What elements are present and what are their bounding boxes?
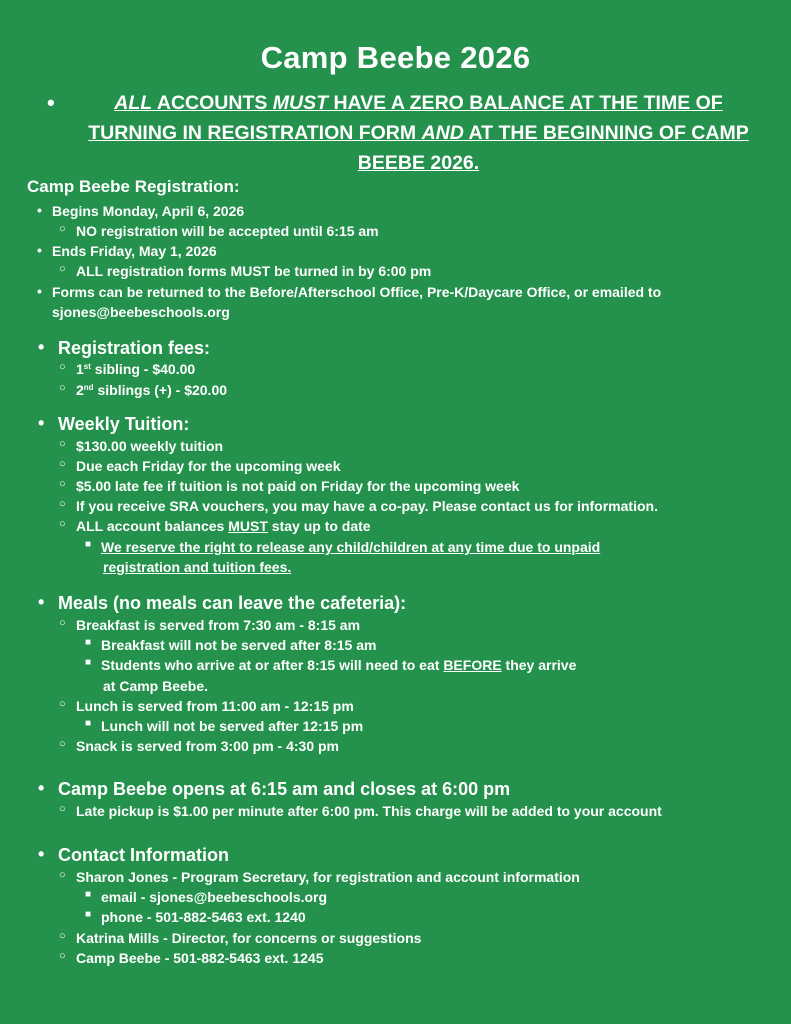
arrive-line2: at Camp Beebe. — [103, 678, 209, 694]
contact-phone: phone - 501-882-5463 ext. 1240 — [101, 909, 306, 925]
list-item — [59, 438, 224, 454]
list-item — [59, 382, 228, 398]
fees-heading — [38, 337, 211, 359]
notice-must: MUST — [272, 92, 329, 114]
circle-bullet-icon: ○ — [59, 361, 66, 373]
list-item — [59, 223, 379, 239]
snack-time: Snack is served from 3:00 pm - 4:30 pm — [76, 738, 339, 754]
hours-heading — [38, 778, 511, 800]
square-bullet-icon: ■ — [85, 889, 92, 900]
second-sibling-fee: siblings (+) - $20.00 — [93, 382, 228, 398]
list-item — [59, 803, 662, 819]
list-item — [59, 498, 658, 514]
registration-ends: Ends Friday, May 1, 2026 — [52, 243, 217, 259]
circle-bullet-icon: ○ — [59, 803, 66, 815]
fees-heading-text: Registration fees: — [58, 338, 211, 358]
contact-camp: Camp Beebe - 501-882-5463 ext. 1245 — [76, 950, 324, 966]
meals-heading — [38, 592, 407, 614]
list-item — [85, 889, 328, 905]
registration-forms-line1: Forms can be returned to the Before/Afterschool Office, Pre-K/Daycare Office, or emailed to — [52, 284, 662, 300]
circle-bullet-icon: ○ — [59, 498, 66, 510]
list-item — [85, 909, 306, 925]
balances-must: MUST — [228, 518, 268, 534]
registration-begins: Begins Monday, April 6, 2026 — [52, 203, 245, 219]
bullet-icon: • — [38, 592, 45, 612]
tuition-item: If you receive SRA vouchers, you may have a co-pay. Please contact us for information. — [76, 498, 658, 514]
list-item — [59, 738, 339, 754]
registration-email: sjones@beebeschools.org — [52, 304, 230, 320]
list-item — [59, 869, 580, 885]
zero-balance-notice — [45, 88, 760, 178]
registration-heading: Camp Beebe Registration: — [27, 177, 240, 196]
square-bullet-icon: ■ — [85, 539, 92, 550]
list-item — [59, 478, 520, 494]
notice-part2: AT THE BEGINNING OF CAMP BEEBE 2026. — [357, 122, 749, 174]
circle-bullet-icon: ○ — [59, 930, 66, 942]
hours-heading-text: Camp Beebe opens at 6:15 am and closes at 6:00 pm — [58, 779, 511, 799]
list-item — [59, 950, 324, 966]
list-item — [85, 718, 364, 734]
list-item — [59, 617, 361, 633]
notice-and: AND — [421, 122, 464, 144]
arrive-pre: Students who arrive at or after 8:15 will need to eat — [101, 657, 444, 673]
registration-begins-note: NO registration will be accepted until 6:15 am — [76, 223, 379, 239]
first-sibling-fee: sibling - $40.00 — [90, 361, 196, 377]
meals-heading-text: Meals (no meals can leave the cafeteria): — [58, 593, 407, 613]
bullet-icon: • — [37, 283, 42, 299]
square-bullet-icon: ■ — [85, 909, 92, 920]
balances-post: stay up to date — [267, 518, 371, 534]
list-item — [59, 518, 371, 534]
circle-bullet-icon: ○ — [59, 738, 66, 750]
late-pickup: Late pickup is $1.00 per minute after 6:00 pm. This charge will be added to your account — [76, 803, 662, 819]
bullet-icon: • — [38, 844, 45, 864]
bullet-icon: • — [47, 90, 55, 115]
circle-bullet-icon: ○ — [59, 518, 66, 530]
bullet-icon: • — [37, 242, 42, 258]
contact-heading-text: Contact Information — [58, 845, 229, 865]
list-item — [59, 458, 341, 474]
notice-all: ALL — [114, 92, 153, 114]
circle-bullet-icon: ○ — [59, 263, 66, 275]
list-item — [37, 202, 245, 219]
list-item — [59, 361, 196, 377]
registration-ends-note: ALL registration forms MUST be turned in by 6:00 pm — [76, 263, 432, 279]
circle-bullet-icon: ○ — [59, 617, 66, 629]
bullet-icon: • — [38, 337, 45, 357]
contact-katrina: Katrina Mills - Director, for concerns or suggestions — [76, 930, 422, 946]
second-sibling-sup: nd — [83, 383, 94, 392]
bullet-icon: • — [37, 202, 42, 218]
notice-accounts: ACCOUNTS — [152, 92, 273, 114]
lunch-time: Lunch is served from 11:00 am - 12:15 pm — [76, 698, 354, 714]
reserve-line2: registration and tuition fees. — [103, 559, 292, 575]
tuition-heading-text: Weekly Tuition: — [58, 414, 190, 434]
tuition-item: $130.00 weekly tuition — [76, 438, 224, 454]
square-bullet-icon: ■ — [85, 718, 92, 729]
arrive-post: they arrive — [501, 657, 577, 673]
notice-text — [45, 88, 760, 178]
contact-email: email - sjones@beebeschools.org — [101, 889, 328, 905]
contact-heading — [38, 844, 229, 866]
circle-bullet-icon: ○ — [59, 698, 66, 710]
bullet-icon: • — [38, 413, 45, 433]
first-sibling-num: 1 — [76, 361, 84, 377]
circle-bullet-icon: ○ — [59, 950, 66, 962]
reserve-line1: We reserve the right to release any child/children at any time due to unpaid — [101, 539, 601, 555]
page-title: Camp Beebe 2026 — [260, 40, 531, 75]
first-sibling-sup: st — [83, 362, 91, 371]
list-item — [85, 539, 601, 555]
notice-part1: HAVE A ZERO BALANCE AT THE TIME OF TURNING IN REGISTRATION FORM — [88, 92, 723, 144]
balances-pre: ALL account balances — [76, 518, 229, 534]
lunch-note: Lunch will not be served after 12:15 pm — [101, 718, 364, 734]
second-sibling-num: 2 — [76, 382, 84, 398]
circle-bullet-icon: ○ — [59, 478, 66, 490]
list-item — [59, 930, 422, 946]
list-item — [85, 637, 377, 653]
arrive-before: BEFORE — [443, 657, 502, 673]
square-bullet-icon: ■ — [85, 657, 92, 668]
breakfast-time: Breakfast is served from 7:30 am - 8:15 am — [76, 617, 361, 633]
list-item — [37, 242, 217, 259]
contact-sharon: Sharon Jones - Program Secretary, for registration and account information — [76, 869, 580, 885]
list-item — [37, 283, 662, 300]
list-item — [59, 698, 354, 714]
tuition-heading — [38, 413, 190, 435]
tuition-item: Due each Friday for the upcoming week — [76, 458, 341, 474]
tuition-item: $5.00 late fee if tuition is not paid on Friday for the upcoming week — [76, 478, 520, 494]
circle-bullet-icon: ○ — [59, 438, 66, 450]
list-item — [59, 263, 432, 279]
bullet-icon: • — [38, 778, 45, 798]
breakfast-note: Breakfast will not be served after 8:15 am — [101, 637, 377, 653]
circle-bullet-icon: ○ — [59, 223, 66, 235]
circle-bullet-icon: ○ — [59, 869, 66, 881]
circle-bullet-icon: ○ — [59, 382, 66, 394]
square-bullet-icon: ■ — [85, 637, 92, 648]
circle-bullet-icon: ○ — [59, 458, 66, 470]
list-item — [85, 657, 577, 673]
